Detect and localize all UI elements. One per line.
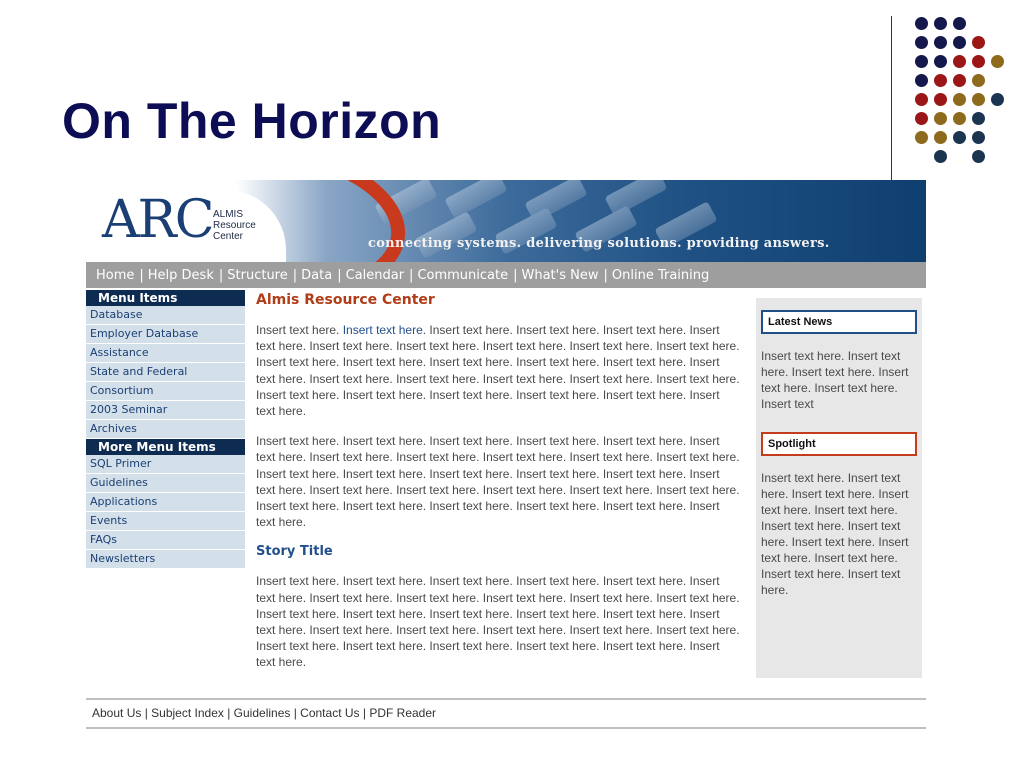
footer-links: About Us | Subject Index | Guidelines | Contact Us | PDF Reader [92,706,437,720]
logo-subtitle: ALMIS Resource Center [213,209,256,242]
decorative-dot [953,55,966,68]
menu-heading: Menu Items [86,290,245,306]
page-title: Almis Resource Center [256,292,435,308]
sidebar-item-employer-database[interactable]: Employer Database [86,325,245,344]
footer-divider [86,698,926,700]
decorative-dot [953,17,966,30]
sidebar-item-applications[interactable]: Applications [86,493,245,512]
sidebar-item-newsletters[interactable]: Newsletters [86,550,245,569]
sidebar-item-2003-seminar[interactable]: 2003 Seminar [86,401,245,420]
decorative-dot [972,131,985,144]
decorative-dot [934,93,947,106]
decorative-dot [972,74,985,87]
main-content [256,292,741,685]
decorative-dot-grid [0,0,1024,200]
nav-communicate[interactable]: Communicate [417,267,509,283]
decorative-dot [934,55,947,68]
decorative-dot [972,36,985,49]
arc-logo[interactable]: ARC [102,190,213,250]
latest-news-heading: Latest News [761,310,917,334]
decorative-dot [972,150,985,163]
decorative-dot [915,74,928,87]
site-tagline: connecting systems. delivering solutions. providing answers. [368,236,830,251]
sidebar-item-archives[interactable]: Archives [86,420,245,439]
decorative-dot [972,93,985,106]
nav-structure[interactable]: Structure [227,267,288,283]
sidebar-item-consortium[interactable]: Consortium [86,382,245,401]
decorative-dot [934,112,947,125]
slide-title: On The Horizon [62,93,442,149]
decorative-dot [934,150,947,163]
latest-news-text: Insert text here. Insert text here. Insert text here. Insert text here. Insert text here. Insert text [761,349,909,411]
sidebar-item-state-and-federal[interactable]: State and Federal [86,363,245,382]
sidebar-item-database[interactable]: Database [86,306,245,325]
footer-contact-us[interactable]: Contact Us [300,706,360,720]
body-paragraph: Insert text here. Insert text here. Insert text here. Insert text here. Insert text here. Insert text here. Insert text here. Insert text here. Insert text here. Insert text here. Insert text here. Insert text here. Insert text here. Insert text here. Insert text here. Insert text here. Insert text here. Insert text here. Insert text here. Insert text here. Insert text here. Insert text here. Insert text here. Insert text here. Insert text here. Insert text here. Insert text here. Insert text here. [256,434,740,530]
decorative-dot [972,112,985,125]
sidebar-menu [86,290,245,569]
decorative-dot [915,112,928,125]
sidebar-item-guidelines[interactable]: Guidelines [86,474,245,493]
sidebar-item-sql-primer[interactable]: SQL Primer [86,455,245,474]
inline-link[interactable]: Insert text here. [342,323,427,337]
right-sidebar [756,298,922,678]
decorative-dot [934,17,947,30]
footer-about-us[interactable]: About Us [92,706,142,720]
nav-help-desk[interactable]: Help Desk [147,267,214,283]
decorative-dot [934,36,947,49]
decorative-dot [953,74,966,87]
decorative-dot [953,112,966,125]
website-mockup [86,180,926,732]
nav-calendar[interactable]: Calendar [345,267,405,283]
footer-divider-bottom [86,727,926,729]
nav-online-training[interactable]: Online Training [611,267,710,283]
decorative-dot [953,131,966,144]
decorative-dot [991,93,1004,106]
decorative-dot [934,74,947,87]
nav-home[interactable]: Home [96,267,135,283]
story-paragraph: Insert text here. Insert text here. Insert text here. Insert text here. Insert text here. Insert text here. Insert text here. Insert text here. Insert text here. Insert text here. Insert text here. Insert text here. Insert text here. Insert text here. Insert text here. Insert text here. Insert text here. Insert text here. Insert text here. Insert text here. Insert text here. Insert text here. Insert text here. Insert text here. Insert text here. Insert text here. Insert text here. Insert text here. [256,574,740,670]
sidebar-item-events[interactable]: Events [86,512,245,531]
decorative-dot [915,36,928,49]
decorative-dot [915,93,928,106]
decorative-dot [915,17,928,30]
footer-subject-index[interactable]: Subject Index [151,706,224,720]
intro-paragraph: Insert text here. Insert text here. Insert text here. Insert text here. Insert text here. Insert text here. Insert text here. Insert text here. Insert text here. Insert text here. Insert text here. Insert text here. Insert text here. Insert text here. Insert text here. Insert text here. Insert text here. Insert text here. Insert text here. Insert text here. Insert text here. Insert text here. Insert text here. Insert text here. Insert text here. Insert text here. Insert text here. Insert text here. [256,323,740,419]
nav-whats-new[interactable]: What's New [521,267,599,283]
story-title[interactable]: Story Title [256,544,333,560]
spotlight-text: Insert text here. Insert text here. Insert text here. Insert text here. Insert text here. Insert text here. Insert text here. Insert text here. Insert text here. Insert text here. Insert text here. Insert text here. [761,471,909,597]
sidebar-item-assistance[interactable]: Assistance [86,344,245,363]
site-banner [86,180,926,262]
decorative-dot [972,55,985,68]
decorative-dot [991,55,1004,68]
more-menu-heading: More Menu Items [86,439,245,455]
decorative-dot [934,131,947,144]
decorative-dot [953,93,966,106]
decorative-dot [953,36,966,49]
top-navigation: Home | Help Desk | Structure | Data | Calendar | Communicate | What's New | Online Training [86,262,926,288]
decorative-dot [915,131,928,144]
nav-data[interactable]: Data [301,267,333,283]
footer-guidelines[interactable]: Guidelines [233,706,291,720]
footer-pdf-reader[interactable]: PDF Reader [369,706,437,720]
decorative-dot [915,55,928,68]
sidebar-item-faqs[interactable]: FAQs [86,531,245,550]
spotlight-heading: Spotlight [761,432,917,456]
